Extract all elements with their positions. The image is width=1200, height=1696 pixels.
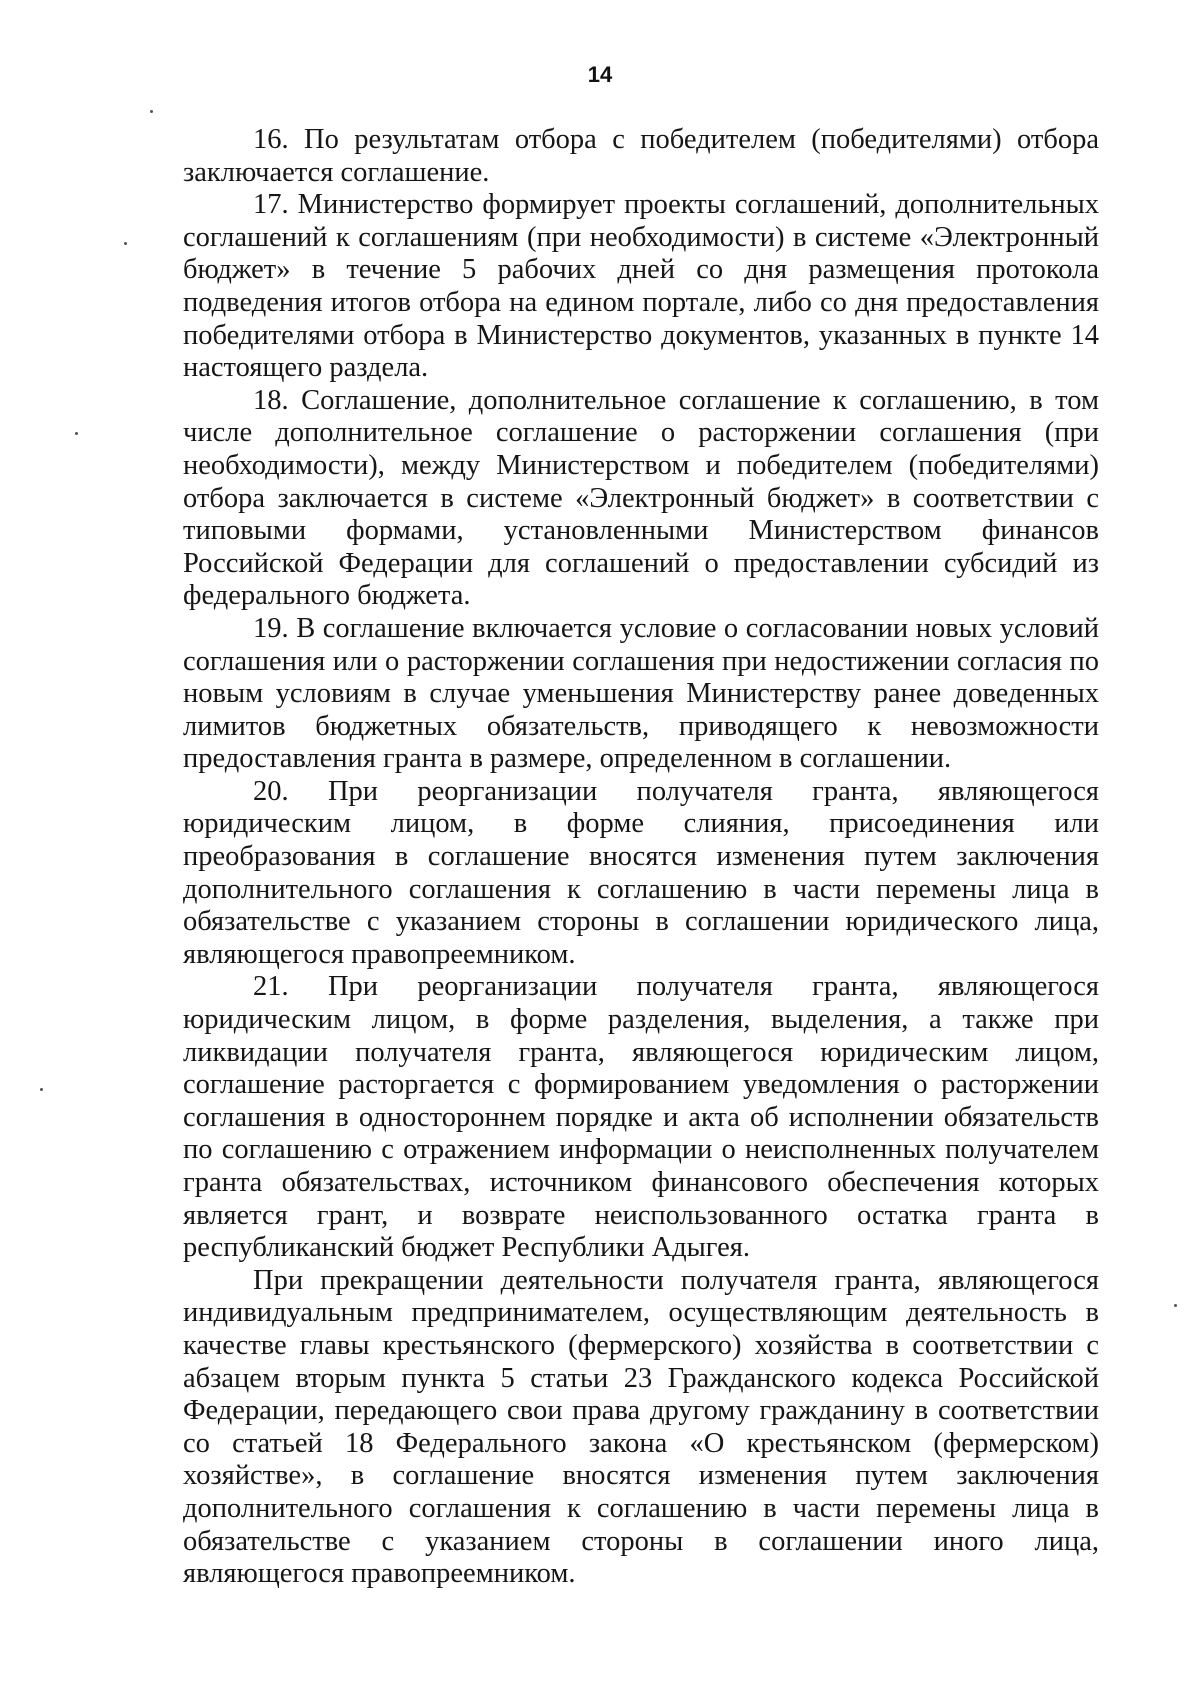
paragraph-21: 21. При реорганизации получателя гранта, являющегося юридическим лицом, в форме разделения, выделения, а также при ликвидации получателя гранта, являющегося юридическим лицом, соглашение расторгается с формированием уведомления о расторжении соглашения в одностороннем порядке и акта об исполнении обязательств по соглашению с отражением информации о неисполненных получателем гранта обязательствах, источником финансового обеспечения которых является грант, и возврате неиспользованного остатка гранта в республиканский бюджет Республики Адыгея. [183, 971, 1099, 1264]
document-body [183, 124, 1099, 1591]
page-number: 14 [587, 62, 613, 87]
paragraph-17: 17. Министерство формирует проекты соглашений, дополнительных соглашений к соглашениям (при необходимости) в системе «Электронный бюджет» в течение 5 рабочих дней со дня размещения протокола подведения итогов отбора на едином портале, либо со дня предоставления победителями отбора в Министерство документов, указанных в пункте 14 настоящего раздела. [183, 189, 1099, 384]
paragraph-16: 16. По результатам отбора с победителем (победителями) отбора заключается соглашение. [183, 124, 1099, 188]
paragraph-21-continuation: При прекращении деятельности получателя гранта, являющегося индивидуальным предпринимателем, осуществляющим деятельность в качестве главы крестьянского (фермерского) хозяйства в соответствии с абзацем вторым пункта 5 статьи 23 Гражданского кодекса Российской Федерации, передающего свои права другому гражданину в соответствии со статьей 18 Федерального закона «О крестьянском (фермерском) хозяйстве», в соглашение вносятся изменения путем заключения дополнительного соглашения к соглашению в части перемены лица в обязательстве с указанием стороны в соглашении иного лица, являющегося правопреемником. [183, 1264, 1099, 1590]
paragraph-18: 18. Соглашение, дополнительное соглашение к соглашению, в том числе дополнительное соглашение о расторжении соглашения (при необходимости), между Министерством и победителем (победителями) отбора заключается в системе «Электронный бюджет» в соответствии с типовыми формами, установленными Министерством финансов Российской Федерации для соглашений о предоставлении субсидий из федерального бюджета. [183, 384, 1099, 612]
paragraph-20: 20. При реорганизации получателя гранта, являющегося юридическим лицом, в форме слияния, присоединения или преобразования в соглашение вносятся изменения путем заключения дополнительного соглашения к соглашению в части перемены лица в обязательстве с указанием стороны в соглашении юридического лица, являющегося правопреемником. [183, 775, 1099, 970]
scan-speck [124, 242, 127, 245]
scan-speck [40, 1088, 43, 1091]
scan-speck [150, 110, 153, 113]
scan-speck [1174, 1304, 1177, 1307]
paragraph-19: 19. В соглашение включается условие о согласовании новых условий соглашения или о расторжении соглашения при недостижении согласия по новым условиям в случае уменьшения Министерству ранее доведенных лимитов бюджетных обязательств, приводящего к невозможности предоставления гранта в размере, определенном в соглашении. [183, 612, 1099, 775]
scan-speck [75, 432, 78, 435]
